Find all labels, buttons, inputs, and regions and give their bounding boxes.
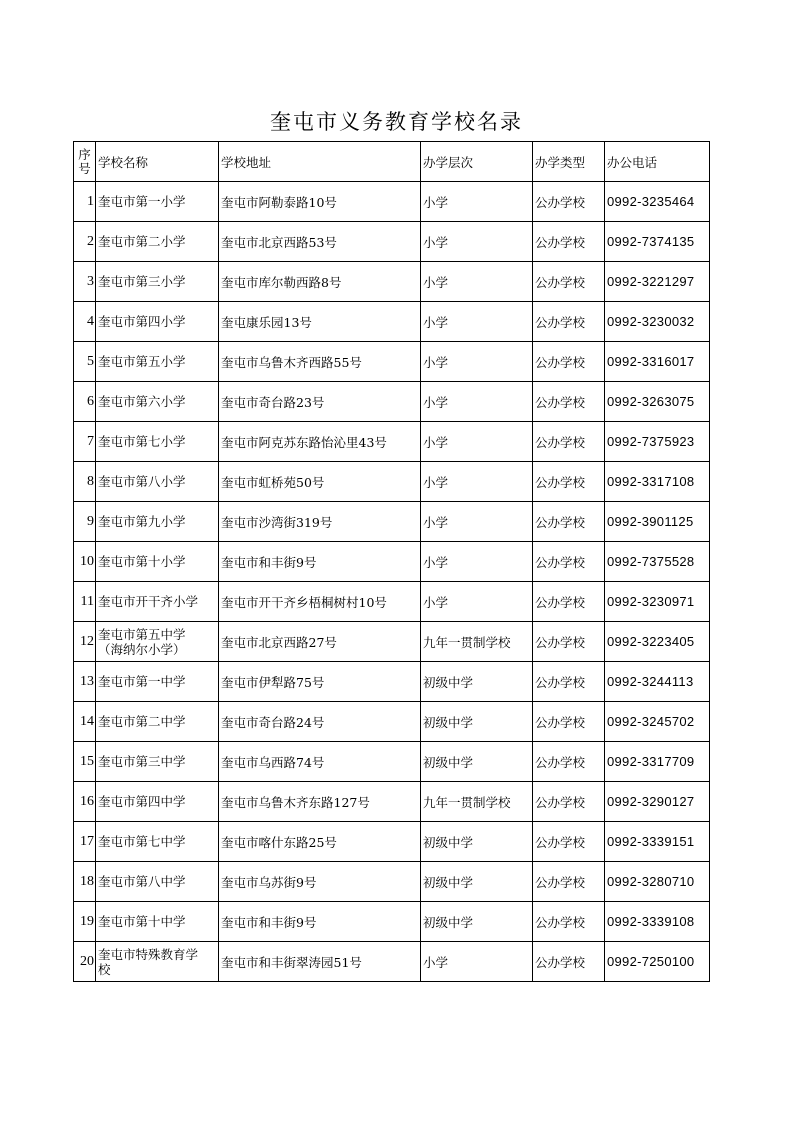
- table-row: [74, 622, 710, 662]
- row-seq: 10: [74, 542, 96, 582]
- row-school-name: 奎屯市第六小学: [96, 382, 219, 422]
- table-row: [74, 182, 710, 222]
- row-school-address: 奎屯市乌鲁木齐西路55号: [219, 342, 421, 382]
- table-row: [74, 302, 710, 342]
- row-school-level: 小学: [421, 222, 533, 262]
- row-seq: 17: [74, 822, 96, 862]
- row-seq: 15: [74, 742, 96, 782]
- row-school-address: 奎屯市喀什东路25号: [219, 822, 421, 862]
- row-school-address: 奎屯市北京西路27号: [219, 622, 421, 662]
- row-office-phone: 0992-3317108: [605, 462, 710, 502]
- row-school-name: 奎屯市第二小学: [96, 222, 219, 262]
- row-office-phone: 0992-3223405: [605, 622, 710, 662]
- row-school-type: 公办学校: [533, 302, 605, 342]
- row-seq: 12: [74, 622, 96, 662]
- row-school-type: 公办学校: [533, 382, 605, 422]
- row-office-phone: 0992-3339151: [605, 822, 710, 862]
- row-office-phone: 0992-3245702: [605, 702, 710, 742]
- table-row: [74, 222, 710, 262]
- row-seq: 9: [74, 502, 96, 542]
- school-name-line-2: （海纳尔小学）: [98, 641, 186, 657]
- row-school-level: 小学: [421, 182, 533, 222]
- table-row: [74, 262, 710, 302]
- row-office-phone: 0992-7375528: [605, 542, 710, 582]
- row-seq: 5: [74, 342, 96, 382]
- row-office-phone: 0992-3230971: [605, 582, 710, 622]
- row-school-type: 公办学校: [533, 582, 605, 622]
- row-school-type: 公办学校: [533, 702, 605, 742]
- row-office-phone: 0992-7374135: [605, 222, 710, 262]
- row-school-level: 小学: [421, 582, 533, 622]
- table-row: [74, 422, 710, 462]
- row-school-name: 奎屯市第四中学: [96, 782, 219, 822]
- row-school-level: 初级中学: [421, 662, 533, 702]
- row-office-phone: 0992-7250100: [605, 942, 710, 982]
- row-school-address: 奎屯市开干齐乡梧桐树村10号: [219, 582, 421, 622]
- row-seq: 4: [74, 302, 96, 342]
- row-seq: 13: [74, 662, 96, 702]
- row-school-address: 奎屯市库尔勒西路8号: [219, 262, 421, 302]
- row-school-level: 初级中学: [421, 862, 533, 902]
- row-office-phone: 0992-3230032: [605, 302, 710, 342]
- row-school-type: 公办学校: [533, 502, 605, 542]
- row-school-name: 奎屯市第一小学: [96, 182, 219, 222]
- table-row: [74, 942, 710, 982]
- row-office-phone: 0992-3244113: [605, 662, 710, 702]
- table-row: [74, 382, 710, 422]
- row-school-address: 奎屯市虹桥苑50号: [219, 462, 421, 502]
- row-office-phone: 0992-3317709: [605, 742, 710, 782]
- row-office-phone: 0992-7375923: [605, 422, 710, 462]
- row-seq: 14: [74, 702, 96, 742]
- row-school-name: 奎屯市第三中学: [96, 742, 219, 782]
- row-school-address: 奎屯市北京西路53号: [219, 222, 421, 262]
- row-school-address: 奎屯市和丰街翠涛园51号: [219, 942, 421, 982]
- table-row: [74, 822, 710, 862]
- table-row: [74, 542, 710, 582]
- row-office-phone: 0992-3235464: [605, 182, 710, 222]
- row-seq: 7: [74, 422, 96, 462]
- row-school-type: 公办学校: [533, 542, 605, 582]
- row-seq: 16: [74, 782, 96, 822]
- row-school-type: 公办学校: [533, 822, 605, 862]
- row-school-level: 小学: [421, 262, 533, 302]
- row-school-level: 小学: [421, 382, 533, 422]
- row-office-phone: 0992-3290127: [605, 782, 710, 822]
- document-title: 奎屯市义务教育学校名录: [270, 110, 523, 134]
- table-row: [74, 462, 710, 502]
- row-school-address: 奎屯市乌西路74号: [219, 742, 421, 782]
- school-roster-table: [73, 141, 710, 982]
- header-school-name: 学校名称: [96, 142, 219, 182]
- row-seq: 2: [74, 222, 96, 262]
- row-school-name: 奎屯市第七中学: [96, 822, 219, 862]
- row-seq: 8: [74, 462, 96, 502]
- row-school-type: 公办学校: [533, 662, 605, 702]
- table-row: [74, 702, 710, 742]
- row-school-type: 公办学校: [533, 862, 605, 902]
- row-school-address: 奎屯市伊犁路75号: [219, 662, 421, 702]
- row-school-name: 奎屯市第十小学: [96, 542, 219, 582]
- roster-body: [74, 182, 710, 982]
- row-school-level: 小学: [421, 502, 533, 542]
- row-school-level: 初级中学: [421, 822, 533, 862]
- table-row: [74, 662, 710, 702]
- row-school-level: 小学: [421, 342, 533, 382]
- row-school-name: 奎屯市第二中学: [96, 702, 219, 742]
- row-seq: 18: [74, 862, 96, 902]
- header-school-address: 学校地址: [219, 142, 421, 182]
- row-school-type: 公办学校: [533, 222, 605, 262]
- row-school-name: 奎屯市第五小学: [96, 342, 219, 382]
- row-office-phone: 0992-3280710: [605, 862, 710, 902]
- row-school-name: 奎屯市第八小学: [96, 462, 219, 502]
- row-school-name: 奎屯市第三小学: [96, 262, 219, 302]
- row-school-name: 奎屯市第四小学: [96, 302, 219, 342]
- row-school-level: 小学: [421, 462, 533, 502]
- row-school-level: 初级中学: [421, 742, 533, 782]
- row-school-level: 九年一贯制学校: [421, 622, 533, 662]
- school-name-line-2: 校: [98, 961, 111, 977]
- row-school-name: 奎屯市第九小学: [96, 502, 219, 542]
- row-school-type: 公办学校: [533, 622, 605, 662]
- row-school-name: [96, 622, 219, 662]
- row-school-level: 小学: [421, 942, 533, 982]
- row-school-type: 公办学校: [533, 342, 605, 382]
- row-seq: 3: [74, 262, 96, 302]
- row-school-address: 奎屯市乌苏街9号: [219, 862, 421, 902]
- row-school-name: 奎屯市第七小学: [96, 422, 219, 462]
- row-school-address: 奎屯市阿克苏东路怡沁里43号: [219, 422, 421, 462]
- header-school-type: 办学类型: [533, 142, 605, 182]
- row-school-type: 公办学校: [533, 942, 605, 982]
- school-name-line-1: 奎屯市特殊教育学: [98, 946, 199, 962]
- row-seq: 20: [74, 942, 96, 982]
- table-row: [74, 862, 710, 902]
- row-school-level: 九年一贯制学校: [421, 782, 533, 822]
- row-office-phone: 0992-3221297: [605, 262, 710, 302]
- row-office-phone: 0992-3901125: [605, 502, 710, 542]
- row-school-address: 奎屯市阿勒泰路10号: [219, 182, 421, 222]
- header-school-level: 办学层次: [421, 142, 533, 182]
- school-name-line-1: 奎屯市第五中学: [98, 626, 186, 642]
- row-school-type: 公办学校: [533, 182, 605, 222]
- row-seq: 6: [74, 382, 96, 422]
- row-school-type: 公办学校: [533, 262, 605, 302]
- row-school-address: 奎屯市奇台路24号: [219, 702, 421, 742]
- row-school-address: 奎屯市和丰街9号: [219, 542, 421, 582]
- row-school-type: 公办学校: [533, 782, 605, 822]
- row-school-type: 公办学校: [533, 742, 605, 782]
- row-school-address: 奎屯市沙湾街319号: [219, 502, 421, 542]
- row-school-type: 公办学校: [533, 422, 605, 462]
- row-school-address: 奎屯市奇台路23号: [219, 382, 421, 422]
- row-school-type: 公办学校: [533, 462, 605, 502]
- table-row: [74, 342, 710, 382]
- table-row: [74, 742, 710, 782]
- row-school-name: 奎屯市第八中学: [96, 862, 219, 902]
- header-seq: 序号: [74, 142, 96, 182]
- row-school-name: [96, 942, 219, 982]
- row-office-phone: 0992-3263075: [605, 382, 710, 422]
- row-seq: 19: [74, 902, 96, 942]
- row-school-name: 奎屯市第十中学: [96, 902, 219, 942]
- row-school-level: 初级中学: [421, 902, 533, 942]
- table-row: [74, 782, 710, 822]
- row-office-phone: 0992-3316017: [605, 342, 710, 382]
- row-school-address: 奎屯康乐园13号: [219, 302, 421, 342]
- header-office-phone: 办公电话: [605, 142, 710, 182]
- table-row: [74, 902, 710, 942]
- row-school-address: 奎屯市和丰街9号: [219, 902, 421, 942]
- row-school-level: 小学: [421, 302, 533, 342]
- row-school-type: 公办学校: [533, 902, 605, 942]
- row-school-level: 小学: [421, 422, 533, 462]
- table-row: [74, 582, 710, 622]
- header-row: [74, 142, 710, 182]
- row-school-name: 奎屯市第一中学: [96, 662, 219, 702]
- table-row: [74, 502, 710, 542]
- row-school-level: 小学: [421, 542, 533, 582]
- row-school-address: 奎屯市乌鲁木齐东路127号: [219, 782, 421, 822]
- row-seq: 11: [74, 582, 96, 622]
- row-seq: 1: [74, 182, 96, 222]
- row-office-phone: 0992-3339108: [605, 902, 710, 942]
- row-school-level: 初级中学: [421, 702, 533, 742]
- row-school-name: 奎屯市开干齐小学: [96, 582, 219, 622]
